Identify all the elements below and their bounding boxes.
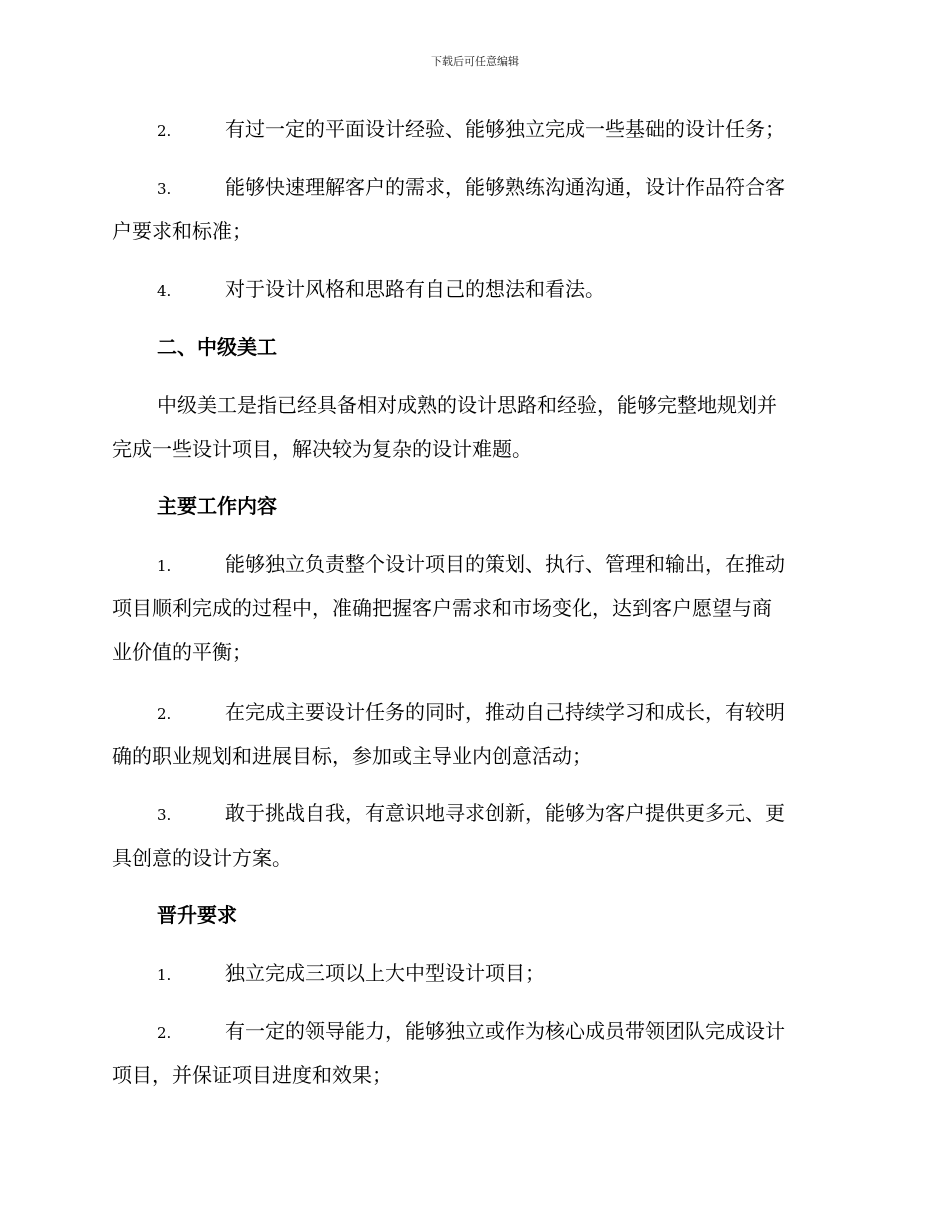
list-item (157, 114, 842, 144)
list-item (157, 958, 842, 988)
list-item (157, 274, 842, 304)
list-text: 敢于挑战自我，有意识地寻求创新，能够为客户提供更多元、更 (225, 801, 785, 825)
header-note: 下载后可任意编辑 (431, 55, 519, 68)
list-text: 能够独立负责整个设计项目的策划、执行、管理和输出，在推动 (225, 552, 785, 576)
list-number: 3. (157, 180, 172, 198)
list-item-continuation: 户要求和标准； (112, 219, 252, 243)
list-item-continuation: 确的职业规划和进展目标，参加或主导业内创意活动； (112, 744, 592, 768)
paragraph-line: 完成一些设计项目，解决较为复杂的设计难题。 (112, 437, 532, 461)
list-item-continuation: 业价值的平衡； (112, 640, 252, 664)
list-item-continuation: 具创意的设计方案。 (112, 846, 292, 870)
list-number: 1. (157, 966, 172, 984)
list-item (157, 697, 842, 727)
list-text: 能够快速理解客户的需求，能够熟练沟通沟通，设计作品符合客 (225, 175, 785, 199)
list-number: 1. (157, 557, 172, 575)
list-text: 独立完成三项以上大中型设计项目； (225, 961, 545, 985)
list-text: 有过一定的平面设计经验、能够独立完成一些基础的设计任务； (225, 117, 785, 141)
subsection-heading: 晋升要求 (157, 903, 237, 927)
list-text: 在完成主要设计任务的同时，推动自己持续学习和成长，有较明 (225, 700, 785, 724)
list-number: 2. (157, 122, 172, 140)
list-item (157, 1016, 842, 1046)
list-item-continuation: 项目顺利完成的过程中，准确把握客户需求和市场变化，达到客户愿望与商 (112, 596, 772, 620)
list-item-continuation: 项目，并保证项目进度和效果； (112, 1063, 392, 1087)
paragraph-line: 中级美工是指已经具备相对成熟的设计思路和经验，能够完整地规划并 (157, 393, 777, 417)
list-item (157, 172, 842, 202)
list-number: 3. (157, 806, 172, 824)
list-number: 2. (157, 1024, 172, 1042)
list-text: 有一定的领导能力，能够独立或作为核心成员带领团队完成设计 (225, 1019, 785, 1043)
list-number: 2. (157, 705, 172, 723)
section-heading: 二、中级美工 (157, 335, 277, 359)
list-item (157, 549, 842, 579)
list-item (157, 798, 842, 828)
subsection-heading: 主要工作内容 (157, 494, 277, 518)
list-number: 4. (157, 282, 172, 300)
list-text: 对于设计风格和思路有自己的想法和看法。 (225, 277, 605, 301)
